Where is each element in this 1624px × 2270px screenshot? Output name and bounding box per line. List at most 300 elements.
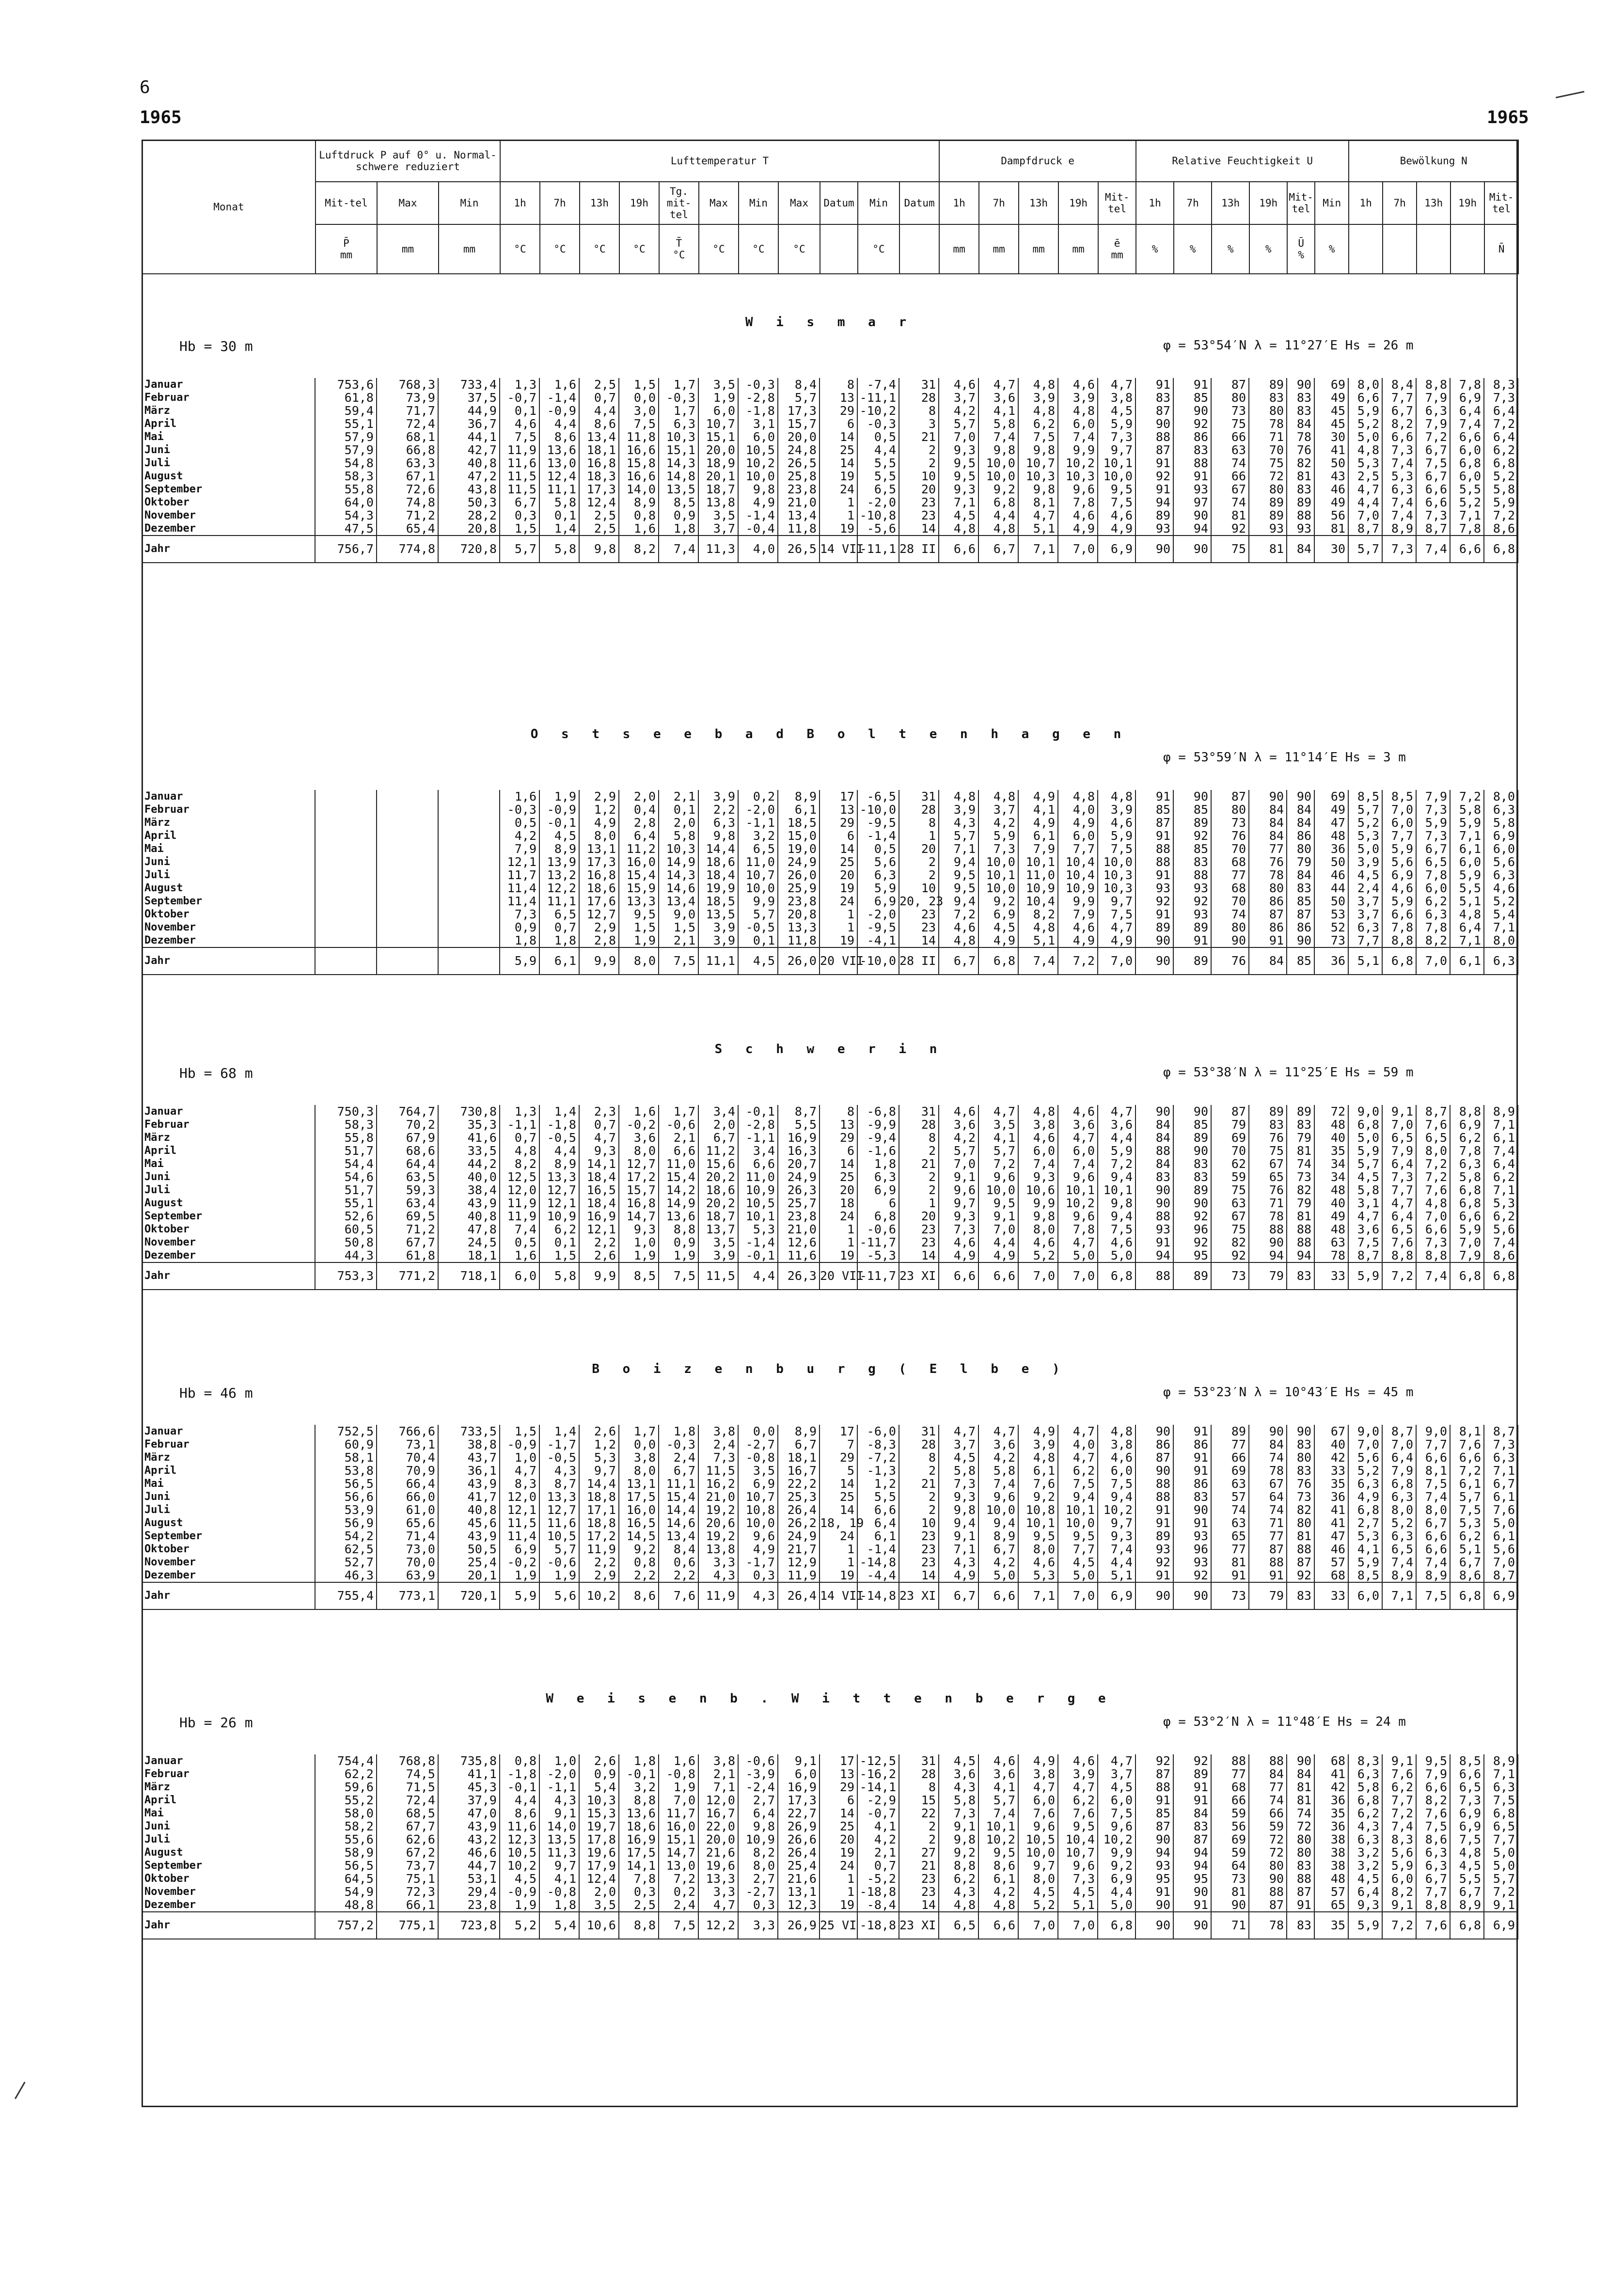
- cell: -5,6: [857, 522, 899, 536]
- cell: 10,7: [1058, 1846, 1098, 1859]
- cell: 0,1: [539, 509, 579, 522]
- cell: 2,2: [619, 1569, 659, 1582]
- cell: 4,4: [857, 443, 899, 457]
- cell: 8,4: [1382, 378, 1416, 391]
- cell: 764,7: [377, 1105, 438, 1118]
- cell: 13,8: [698, 1543, 738, 1556]
- cell: 90: [1287, 1754, 1314, 1767]
- cell: 10: [899, 470, 939, 483]
- cell: 89: [1135, 921, 1173, 934]
- header-unit-7: [659, 224, 699, 274]
- cell: 0,5: [857, 430, 899, 443]
- cell: 91: [1173, 1451, 1211, 1464]
- cell: 6,5: [738, 842, 778, 855]
- cell: 9,2: [978, 895, 1018, 908]
- month-row: [142, 908, 1518, 921]
- cell: 25,3: [778, 1490, 820, 1503]
- cell: 10,3: [579, 1794, 619, 1807]
- cell: 83: [1287, 882, 1314, 895]
- cell: 6,2: [1484, 1170, 1518, 1183]
- cell: 11,9: [500, 443, 539, 457]
- cell: 5,6: [1484, 855, 1518, 868]
- cell: 33: [1314, 1464, 1348, 1477]
- month-label: Januar: [142, 1754, 315, 1767]
- cell: 9,9: [738, 895, 778, 908]
- cell: 8,7: [1416, 1105, 1450, 1118]
- cell: 58,9: [315, 1846, 377, 1859]
- cell: 54,8: [315, 457, 377, 470]
- cell: 4,5: [1098, 1781, 1135, 1794]
- cell: 8,7: [1348, 522, 1382, 536]
- header-unit-3: [500, 224, 540, 274]
- cell: 4,7: [939, 1425, 978, 1438]
- cell: 7,4: [1382, 1556, 1416, 1569]
- cell: 4,8: [1098, 1425, 1135, 1438]
- cell: 14,3: [659, 868, 698, 882]
- cell: 2,9: [579, 921, 619, 934]
- cell: 91: [1135, 1516, 1173, 1529]
- cell: 4,7: [1018, 509, 1058, 522]
- cell: 83: [1287, 483, 1314, 496]
- cell: -0,1: [738, 1249, 778, 1262]
- cell: 87: [1211, 378, 1249, 391]
- cell: 35: [1314, 1144, 1348, 1157]
- cell: 4,8: [1018, 1451, 1058, 1464]
- cell: 1,8: [539, 1898, 579, 1912]
- cell: 20,0: [778, 430, 820, 443]
- cell: 66: [1211, 1794, 1249, 1807]
- cell: 7,4: [1484, 1236, 1518, 1249]
- cell: 4,4: [539, 1144, 579, 1157]
- cell: 4,5: [500, 1872, 539, 1885]
- header-unit-22: [1249, 224, 1287, 274]
- cell: 85: [1135, 803, 1173, 816]
- cell: 56: [1314, 509, 1348, 522]
- cell: 11,8: [778, 522, 820, 536]
- cell: 11,2: [698, 1144, 738, 1157]
- cell: 8,0: [1018, 1223, 1058, 1236]
- cell: 8: [899, 1131, 939, 1144]
- cell: -10,0: [857, 803, 899, 816]
- cell: 10,0: [978, 1503, 1018, 1516]
- cell: 4,4: [579, 404, 619, 417]
- cell: 48: [1314, 1118, 1348, 1131]
- cell: [315, 868, 377, 882]
- cell: 4,9: [1098, 934, 1135, 947]
- cell: 5,5: [778, 1118, 820, 1131]
- header-unit: °C: [593, 243, 606, 255]
- cell: 48: [1314, 1872, 1348, 1885]
- cell: 93: [1135, 1223, 1173, 1236]
- cell: 19: [820, 882, 857, 895]
- cell: 8,8: [1416, 1898, 1450, 1912]
- cell: 18,1: [438, 1249, 500, 1262]
- cell: 7,3: [1098, 430, 1135, 443]
- cell: [377, 882, 438, 895]
- cell: 94: [1173, 1846, 1211, 1859]
- cell: 72,3: [377, 1885, 438, 1898]
- cell: 19: [820, 1249, 857, 1262]
- cell: 7,1: [1484, 921, 1518, 934]
- cell: 4,7: [698, 1898, 738, 1912]
- month-label: September: [142, 483, 315, 496]
- cell: 0,5: [500, 816, 539, 829]
- cell: 2: [899, 1170, 939, 1183]
- cell: 9,4: [939, 895, 978, 908]
- cell: 7,0: [939, 1157, 978, 1170]
- cell: 25 VI: [820, 1912, 857, 1939]
- cell: 17,9: [579, 1859, 619, 1872]
- cell: 5,0: [978, 1569, 1018, 1582]
- cell: 7,8: [1058, 1223, 1098, 1236]
- cell: 88: [1211, 1754, 1249, 1767]
- cell: 13,1: [579, 842, 619, 855]
- cell: 5,9: [1382, 1859, 1416, 1872]
- cell: 0,0: [738, 1425, 778, 1438]
- cell: 23: [899, 921, 939, 934]
- cell: -0,9: [500, 1438, 539, 1451]
- cell: 77: [1249, 1529, 1287, 1543]
- cell: 8,0: [1018, 1543, 1058, 1556]
- cell: 1: [820, 908, 857, 921]
- cell: 6,3: [1484, 1451, 1518, 1464]
- cell: -2,8: [738, 391, 778, 404]
- cell: 20: [899, 483, 939, 496]
- cell: 2,9: [579, 1569, 619, 1582]
- cell: 6,2: [1058, 1794, 1098, 1807]
- cell: 1,5: [539, 1249, 579, 1262]
- cell: 91: [1173, 378, 1211, 391]
- cell: 9,6: [1058, 1859, 1098, 1872]
- cell: 90: [1249, 1872, 1287, 1885]
- cell: 8,9: [778, 790, 820, 803]
- cell: 84: [1287, 803, 1314, 816]
- month-label: April: [142, 1794, 315, 1807]
- cell: 92: [1173, 895, 1211, 908]
- cell: 23: [899, 1556, 939, 1569]
- cell: 81: [1211, 1556, 1249, 1569]
- header-unit-19: [1136, 224, 1174, 274]
- cell: 23 XI: [899, 1262, 939, 1290]
- cell: -1,6: [857, 1144, 899, 1157]
- cell: -10,8: [857, 509, 899, 522]
- cell: 67: [1211, 483, 1249, 496]
- cell: 70,9: [377, 1464, 438, 1477]
- cell: 8,7: [778, 1105, 820, 1118]
- cell: 1,9: [539, 790, 579, 803]
- cell: 2,0: [659, 816, 698, 829]
- cell: 3,8: [1098, 1438, 1135, 1451]
- cell: 25,7: [778, 1197, 820, 1210]
- cell: 4,3: [1348, 1820, 1382, 1833]
- cell: 6,0: [1098, 1794, 1135, 1807]
- cell: 6,6: [978, 1262, 1018, 1290]
- cell: [315, 934, 377, 947]
- cell: 5,4: [1484, 908, 1518, 921]
- cell: 7,4: [1484, 1144, 1518, 1157]
- cell: 6,0: [1450, 443, 1484, 457]
- cell: 7,5: [1348, 1236, 1382, 1249]
- month-label: Januar: [142, 1105, 315, 1118]
- cell: 1,8: [539, 934, 579, 947]
- month-row: [142, 1451, 1518, 1464]
- cell: 14: [820, 430, 857, 443]
- cell: [377, 829, 438, 842]
- cell: 85: [1173, 391, 1211, 404]
- cell: 54,9: [315, 1885, 377, 1898]
- cell: 2: [899, 1144, 939, 1157]
- cell: 6,7: [939, 1582, 978, 1609]
- cell: 4,9: [978, 1249, 1018, 1262]
- header-col-9: Min: [739, 182, 778, 224]
- cell: 2,2: [659, 1569, 698, 1582]
- cell: 88: [1173, 457, 1211, 470]
- cell: 91: [1135, 868, 1173, 882]
- cell: 6,7: [778, 1438, 820, 1451]
- cell: 7,0: [1018, 1262, 1058, 1290]
- cell: 4,8: [978, 522, 1018, 536]
- cell: 94: [1135, 496, 1173, 509]
- cell: 4,6: [939, 1105, 978, 1118]
- cell: 66,4: [377, 1477, 438, 1490]
- cell: 9,3: [1018, 1170, 1058, 1183]
- header-feuchtigkeit: Relative Feuchtigkeit U: [1136, 140, 1349, 182]
- cell: 6,8: [1098, 1262, 1135, 1290]
- cell: 75: [1249, 457, 1287, 470]
- cell: 4,4: [1098, 1885, 1135, 1898]
- cell: -0,4: [738, 522, 778, 536]
- cell: 3,8: [1018, 1767, 1058, 1781]
- cell: 2: [899, 1183, 939, 1197]
- cell: 35: [1314, 1477, 1348, 1490]
- cell: 57,9: [315, 430, 377, 443]
- header-col-22: 19h: [1249, 182, 1287, 224]
- cell: 3,8: [1098, 391, 1135, 404]
- cell: 84: [1287, 536, 1314, 563]
- cell: 10,7: [698, 417, 738, 430]
- cell: 53,1: [438, 1872, 500, 1885]
- cell: 58,3: [315, 1118, 377, 1131]
- cell: 8,5: [1348, 1569, 1382, 1582]
- cell: 53,9: [315, 1503, 377, 1516]
- cell: 3,3: [698, 1556, 738, 1569]
- cell: 18,1: [579, 443, 619, 457]
- cell: 4,7: [978, 378, 1018, 391]
- header-col-28: 19h: [1451, 182, 1484, 224]
- cell: 4,1: [978, 1781, 1018, 1794]
- cell: 85: [1135, 1807, 1173, 1820]
- cell: 0,2: [659, 1885, 698, 1898]
- cell: -11,7: [857, 1262, 899, 1290]
- header-unit-20: [1174, 224, 1212, 274]
- cell: 6,5: [1484, 1820, 1518, 1833]
- cell: 9,3: [1348, 1898, 1382, 1912]
- cell: 14,1: [619, 1859, 659, 1872]
- cell: -0,9: [539, 404, 579, 417]
- cell: 71,7: [377, 404, 438, 417]
- cell: 9,2: [978, 483, 1018, 496]
- cell: 61,8: [315, 391, 377, 404]
- cell: 43,9: [438, 1197, 500, 1210]
- month-label: Februar: [142, 803, 315, 816]
- cell: 6,5: [1416, 855, 1450, 868]
- cell: 4,8: [500, 1144, 539, 1157]
- cell: 11,4: [500, 882, 539, 895]
- cell: 7,0: [1450, 1236, 1484, 1249]
- cell: 88: [1249, 1885, 1287, 1898]
- cell: 91: [1173, 1781, 1211, 1794]
- cell: 69: [1211, 1131, 1249, 1144]
- cell: -0,9: [500, 1885, 539, 1898]
- cell: 9,4: [1058, 1490, 1098, 1503]
- cell: 90: [1173, 1197, 1211, 1210]
- cell: 10,2: [1098, 1833, 1135, 1846]
- cell: 8,0: [1484, 934, 1518, 947]
- cell: 45: [1314, 417, 1348, 430]
- cell: 0,9: [659, 509, 698, 522]
- cell: 9,5: [619, 908, 659, 921]
- cell: 6,8: [1484, 457, 1518, 470]
- cell: 12,7: [619, 1157, 659, 1170]
- cell: 6,3: [857, 1170, 899, 1183]
- cell: 2,6: [579, 1249, 619, 1262]
- cell: 1,7: [619, 1425, 659, 1438]
- cell: 52,7: [315, 1556, 377, 1569]
- cell: 9,8: [1018, 1210, 1058, 1223]
- cell: 85: [1287, 947, 1314, 975]
- cell: 5,7: [1348, 1157, 1382, 1170]
- cell: 0,1: [539, 1236, 579, 1249]
- cell: 53: [1314, 908, 1348, 921]
- cell: 19: [820, 1898, 857, 1912]
- cell: 5,9: [1450, 816, 1484, 829]
- cell: -4,4: [857, 1569, 899, 1582]
- cell: 4,6: [1018, 1236, 1058, 1249]
- cell: [315, 947, 377, 975]
- cell: 4,5: [939, 509, 978, 522]
- cell: 73: [1211, 404, 1249, 417]
- cell: 7,5: [659, 1912, 698, 1939]
- cell: 4,3: [539, 1794, 579, 1807]
- month-row: [142, 378, 1518, 391]
- cell: 2,5: [579, 522, 619, 536]
- cell: 87: [1287, 908, 1314, 921]
- cell: 7,3: [939, 1223, 978, 1236]
- cell: 6,0: [738, 430, 778, 443]
- cell: 34: [1314, 1157, 1348, 1170]
- cell: 23: [899, 1885, 939, 1898]
- cell: 16,5: [579, 1183, 619, 1197]
- cell: 83: [1287, 404, 1314, 417]
- cell: 91: [1135, 908, 1173, 921]
- cell: 89: [1249, 378, 1287, 391]
- cell: 4,6: [1098, 509, 1135, 522]
- cell: 7,7: [1348, 934, 1382, 947]
- cell: 13: [820, 1118, 857, 1131]
- cell: 10,3: [1018, 470, 1058, 483]
- cell: 15,4: [659, 1170, 698, 1183]
- cell: 0,7: [500, 1131, 539, 1144]
- cell: -0,3: [659, 1438, 698, 1451]
- cell: 5,6: [1484, 1223, 1518, 1236]
- cell: 91: [1211, 1569, 1249, 1582]
- cell: 6,7: [1382, 404, 1416, 417]
- cell: 9,1: [978, 1210, 1018, 1223]
- cell: 10,0: [1018, 1846, 1058, 1859]
- cell: -0,1: [619, 1767, 659, 1781]
- cell: 92: [1173, 1210, 1211, 1223]
- cell: 7,0: [1018, 1912, 1058, 1939]
- cell: 4,5: [939, 1451, 978, 1464]
- cell: 6,7: [1484, 1477, 1518, 1490]
- cell: 1,9: [539, 1569, 579, 1582]
- cell: 3,4: [738, 1144, 778, 1157]
- cell: 79: [1287, 855, 1314, 868]
- cell: 18,6: [579, 882, 619, 895]
- cell: 43,9: [438, 1477, 500, 1490]
- cell: 6,6: [1382, 430, 1416, 443]
- cell: 19,2: [698, 1529, 738, 1543]
- cell: 4,8: [1098, 790, 1135, 803]
- cell: 6,4: [1382, 1157, 1416, 1170]
- cell: 5,7: [1348, 536, 1382, 563]
- cell: -9,4: [857, 1131, 899, 1144]
- cell: 89: [1173, 1767, 1211, 1781]
- cell: 9,4: [939, 1516, 978, 1529]
- cell: 4,8: [1450, 1846, 1484, 1859]
- cell: 6,3: [1484, 947, 1518, 975]
- cell: 73,1: [377, 1438, 438, 1451]
- cell: 77: [1249, 1781, 1287, 1794]
- cell: 20,8: [438, 522, 500, 536]
- cell: 42: [1314, 1781, 1348, 1794]
- cell: 6,2: [1484, 443, 1518, 457]
- cell: 91: [1135, 1503, 1173, 1516]
- cell: 43,9: [438, 1529, 500, 1543]
- header-unit: °C: [752, 243, 765, 255]
- cell: 36: [1314, 1490, 1348, 1503]
- cell: 90: [1211, 934, 1249, 947]
- cell: 9,6: [1058, 1210, 1098, 1223]
- cell: 91: [1135, 378, 1173, 391]
- cell: 10,5: [1018, 1833, 1058, 1846]
- cell: 6,9: [1450, 1807, 1484, 1820]
- cell: 54,2: [315, 1529, 377, 1543]
- cell: -11,1: [857, 536, 899, 563]
- cell: 4,5: [738, 947, 778, 975]
- cell: 9,9: [1058, 443, 1098, 457]
- cell: 71: [1211, 1912, 1249, 1939]
- cell: -1,4: [738, 509, 778, 522]
- cell: 58,2: [315, 1820, 377, 1833]
- cell: 7,6: [1416, 1118, 1450, 1131]
- cell: 7,8: [1416, 868, 1450, 882]
- cell: 11,8: [619, 430, 659, 443]
- cell: 774,8: [377, 536, 438, 563]
- cell: 8,2: [500, 1157, 539, 1170]
- cell: -0,2: [619, 1118, 659, 1131]
- cell: 3,1: [1348, 1197, 1382, 1210]
- cell: 5,9: [1348, 1912, 1382, 1939]
- cell: -5,3: [857, 1249, 899, 1262]
- cell: 2,8: [579, 934, 619, 947]
- cell: 6,8: [1450, 1183, 1484, 1197]
- cell: 6,6: [939, 536, 978, 563]
- cell: 718,1: [438, 1262, 500, 1290]
- cell: 7,5: [619, 417, 659, 430]
- cell: 7,3: [500, 908, 539, 921]
- cell: 7,2: [1484, 1885, 1518, 1898]
